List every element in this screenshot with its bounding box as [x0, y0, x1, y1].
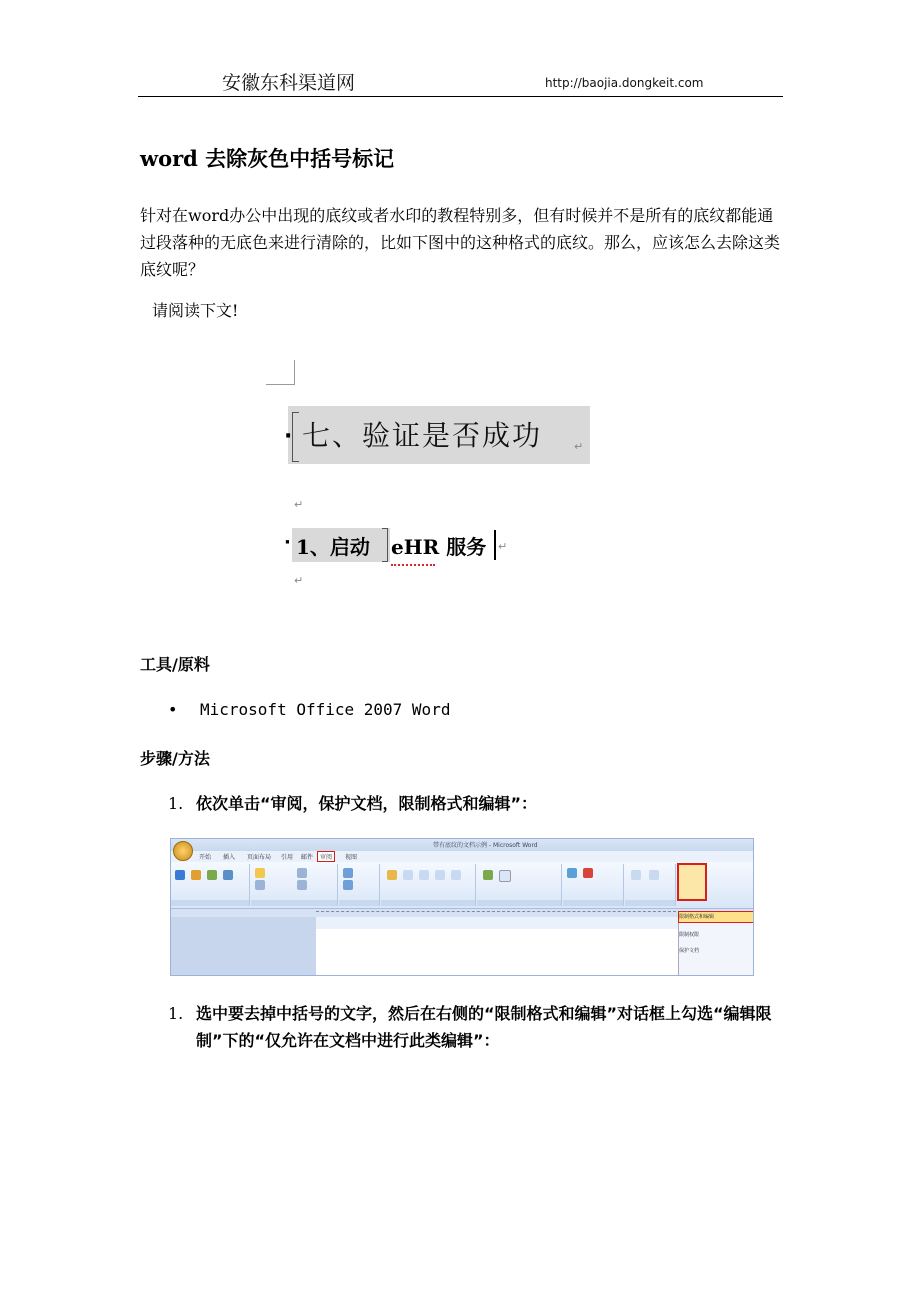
step-number: 1. [168, 794, 184, 813]
window-title-bar [171, 839, 753, 851]
tab-page-layout[interactable]: 页面布局 [247, 854, 272, 861]
heading-left-bracket [292, 412, 299, 462]
document-page [316, 929, 678, 975]
left-workspace [171, 917, 316, 975]
translate-icon[interactable] [223, 870, 233, 880]
tool-name: Microsoft Office 2007 Word [200, 700, 451, 719]
group-label-bar [477, 900, 561, 906]
group-label-bar [625, 900, 675, 906]
menu-item-restrict-formatting[interactable]: 限制格式和编辑 [679, 914, 715, 920]
step-item [168, 790, 780, 817]
text-cursor [494, 530, 496, 560]
step-number: 1. [168, 1004, 184, 1023]
group-label-bar [171, 900, 249, 906]
show-markup-icon[interactable] [483, 870, 493, 880]
ribbon-group-reviewing-pane [625, 864, 676, 906]
sub-heading-right-bracket [382, 528, 388, 562]
menu-item-protect-document[interactable]: 保护文档 [679, 948, 700, 954]
page-header [138, 60, 783, 97]
protect-menu [678, 917, 754, 975]
list-bullet: • [168, 700, 178, 719]
compare-icon[interactable] [567, 868, 577, 878]
group-label-bar [339, 900, 379, 906]
tools-list-item [168, 700, 450, 719]
tab-references[interactable]: 引用 [281, 854, 294, 861]
markup-dropdown-icon[interactable] [499, 870, 511, 882]
site-name: 安徽东科渠道网 [222, 72, 356, 94]
page-corner-mark [266, 360, 295, 385]
office-button-icon[interactable] [173, 841, 193, 861]
tools-heading: 工具/原料 [140, 655, 210, 674]
spelling-icon[interactable] [175, 870, 185, 880]
spelling-underline [391, 561, 435, 566]
site-url[interactable]: http://baojia.dongkeit.com [545, 76, 704, 90]
protect-document-button[interactable] [677, 863, 707, 901]
source-docs-icon[interactable] [583, 868, 593, 878]
group-label-bar [381, 900, 475, 906]
tab-mailings[interactable]: 邮件 [301, 854, 314, 861]
step-text: 选中要去掉中括号的文字，然后在右侧的“限制格式和编辑”对话框上勾选“编辑限制”下的“仅允许在文档中进行此类编辑”： [196, 1004, 772, 1050]
empty-line-return-mark: ↵ [294, 498, 304, 511]
heading-return-mark: ↵ [574, 440, 584, 453]
ribbon-group-changes [381, 864, 476, 906]
tab-insert[interactable]: 插入 [223, 854, 236, 861]
ribbon-group-proofing [171, 864, 250, 906]
ribbon-toolbar [171, 862, 753, 909]
ribbon-group-compare [563, 864, 624, 906]
sub-heading-bullet: · [284, 532, 291, 553]
figure-heading: 七、验证是否成功 [302, 419, 543, 452]
ribbon-group-comments [251, 864, 338, 906]
sub-heading-text: eHR 服务 [391, 535, 487, 559]
window-title: 带有底纹的文档示例 - Microsoft Word [433, 842, 538, 849]
final-markup-icon[interactable] [451, 870, 461, 880]
balloons-icon[interactable] [343, 880, 353, 890]
research-icon[interactable] [191, 870, 201, 880]
accept-icon[interactable] [387, 870, 397, 880]
ribbon-group-tracking [339, 864, 380, 906]
group-label-bar [251, 900, 337, 906]
group-label-bar [563, 900, 623, 906]
protect-document-icon[interactable] [649, 870, 659, 880]
menu-item-restrict-permission[interactable]: 限制权限 [679, 932, 700, 938]
document-title: word 去除灰色中括号标记 [140, 146, 395, 171]
intro-paragraph: 针对在word办公中出现的底纹或者水印的教程特别多，但有时候并不是所有的底纹都能通过段落种的无底色来进行清除的，比如下图中的这种格式的底纹。那么，应该怎么去除这类底纹呢？ [140, 206, 781, 279]
reject-icon[interactable] [403, 870, 413, 880]
next-change-icon[interactable] [435, 870, 445, 880]
sub-return-mark: ↵ [498, 540, 508, 553]
tab-home[interactable]: 开始 [199, 854, 212, 861]
tab-review[interactable]: 审阅 [317, 851, 335, 862]
ruler-ticks [316, 911, 676, 916]
track-changes-icon[interactable] [343, 868, 353, 878]
tab-view[interactable]: 视图 [345, 854, 358, 861]
word-example-figure [258, 352, 598, 600]
final-return-mark: ↵ [294, 574, 304, 587]
thesaurus-icon[interactable] [207, 870, 217, 880]
read-more-text: 请阅读下文! [152, 301, 239, 320]
steps-heading: 步骤/方法 [140, 749, 210, 768]
previous-change-icon[interactable] [419, 870, 429, 880]
previous-comment-icon[interactable] [297, 868, 307, 878]
new-comment-icon[interactable] [255, 868, 265, 878]
step-text: 依次单击“审阅，保护文档，限制格式和编辑”： [196, 794, 538, 813]
heading-bullet: · [284, 424, 293, 449]
word-ribbon-screenshot [170, 838, 754, 976]
next-comment-icon[interactable] [297, 880, 307, 890]
ribbon-group-show-markup [477, 864, 562, 906]
sub-heading-number: 1、启动 [296, 535, 370, 559]
step-item [168, 1000, 780, 1054]
delete-comment-icon[interactable] [255, 880, 265, 890]
reviewing-pane-icon[interactable] [631, 870, 641, 880]
